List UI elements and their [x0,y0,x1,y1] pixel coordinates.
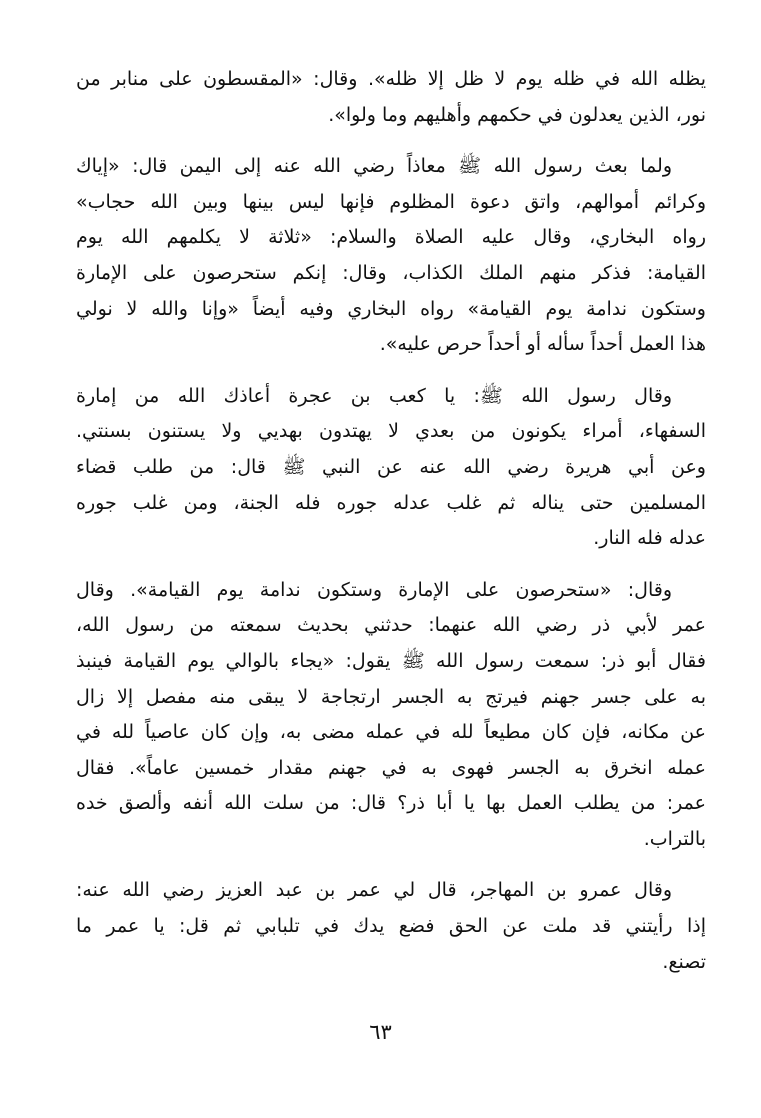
text-line: السفهاء، أمراء يكونون من بعدي لا يهتدون بهديي ولا يستنون بسنتي. [76,420,706,443]
text-line: به على جسر جهنم فيرتج به الجسر ارتجاجة لا يبقى منه مفصل إلا زال [76,685,706,708]
text-line: ولما بعث رسول الله ﷺ معاذاً رضي الله عنه إلى اليمن قال: «إياك [76,155,672,178]
paragraph-3 [76,379,706,557]
text-line: المسلمين حتى يناله ثم غلب عدله جوره فله الجنة، ومن غلب جوره [76,491,706,514]
text-line: وكرائم أموالهم، واتق دعوة المظلوم فإنها ليس بينها وبين الله حجاب» [76,190,706,213]
page-body [76,62,706,996]
page-number: ٦٣ [369,1020,392,1044]
text-line: تصنع. [662,950,706,973]
text-line: القيامة: فذكر منهم الملك الكذاب، وقال: إنكم ستحرصون على الإمارة [76,261,706,284]
paragraph-1 [76,62,706,133]
text-line: بالتراب. [643,827,706,850]
text-line: عمر لأبي ذر رضي الله عنهما: حدثني بحديث سمعته من رسول الله، [76,614,706,637]
text-line: إذا رأيتني قد ملت عن الحق فضع يدك في تلبابي ثم قل: يا عمر ما [76,915,706,938]
text-line: وقال: «ستحرصون على الإمارة وستكون ندامة يوم القيامة». وقال [76,578,672,601]
text-line: عن مكانه، فإن كان مطيعاً لله في عمله مضى به، وإن كان عاصياً لله في [76,721,706,744]
text-line: عمله انخرق به الجسر فهوى به في جهنم مقدار خمسين عاماً». فقال [76,756,706,779]
text-line: فقال أبو ذر: سمعت رسول الله ﷺ يقول: «يجاء بالوالي يوم القيامة فينبذ [76,649,706,672]
text-line: نور، الذين يعدلون في حكمهم وأهليهم وما ولوا». [328,103,706,126]
text-line: وقال رسول الله ﷺ: يا كعب بن عجرة أعاذك الله من إمارة [76,384,672,407]
paragraph-2 [76,149,706,363]
text-line: رواه البخاري، وقال عليه الصلاة والسلام: «ثلاثة لا يكلمهم الله يوم [76,226,706,249]
text-line: عدله فله النار. [593,527,706,550]
text-line: يظله الله في ظله يوم لا ظل إلا ظله». وقال: «المقسطون على منابر من [76,68,706,90]
text-line: وعن أبي هريرة رضي الله عنه عن النبي ﷺ قال: من طلب قضاء [76,455,706,478]
text-line: هذا العمل أحداً سأله أو أحداً حرص عليه». [379,333,706,356]
paragraph-5 [76,873,706,980]
paragraph-4 [76,573,706,858]
text-line: وقال عمرو بن المهاجر، قال لي عمر بن عبد العزيز رضي الله عنه: [76,879,672,902]
text-line: وستكون ندامة يوم القيامة» رواه البخاري وفيه أيضاً «وإنا والله لا نولي [76,297,706,320]
text-line: عمر: من يطلب العمل بها يا أبا ذر؟ قال: من سلت الله أنفه وألصق خده [76,792,706,815]
